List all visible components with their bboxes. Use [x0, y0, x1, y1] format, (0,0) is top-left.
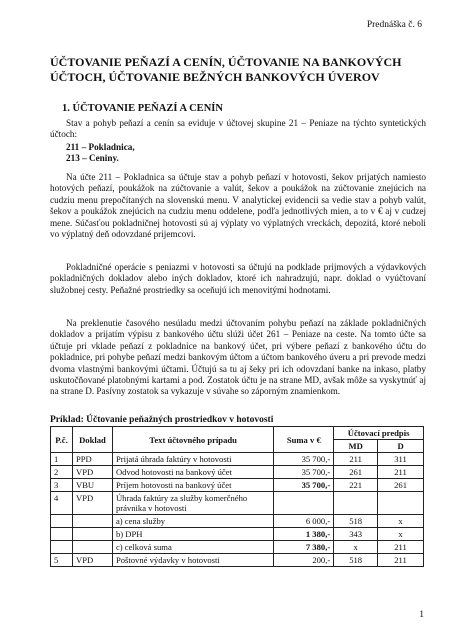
paragraph-4: Na preklenutie časového nesúladu medzi účtovaním pohybu peňazí na základe pokladničných dokladov a prijatím výpisu z bankového účtu slúži účet 261 – Peniaze na ceste. Na tomto účte sa účtuje pri vklade peňazí z pokladnice na bankový účet, pri výbere peňazí z bankového účtu do pokladnice, pri pohybe peňazí medzi bankovým účtom a účtom bankového úveru a pri prevode medzi dvoma vlastnými bankovými účtami. Účtujú sa tu aj šeky pri ich odovzdaní banke na inkaso, platby uskutočňované platobnými kartami a pod. Zostatok účtu je na strane MD, avšak môže sa vyskytnúť aj na strane D. Pasívny zostatok sa vykazuje v súvahe so záporným znamienkom. [50, 318, 426, 397]
cell-sum: 35 700,- [274, 466, 334, 479]
header-pc: P.č. [51, 427, 73, 453]
header-md: MD [334, 440, 378, 453]
cell-d: 211 [378, 541, 424, 554]
cell-text: Poštovné výdavky v hotovosti [112, 554, 273, 567]
page-header: Prednáška č. 6 [366, 20, 422, 30]
paragraph-1: Stav a pohyb peňazí a cenín sa eviduje v účtovej skupine 21 – Peniaze na týchto syntetických účtoch: [50, 118, 426, 140]
table-row [51, 515, 424, 528]
cell-pc: 4 [51, 492, 73, 515]
cell-pc: 2 [51, 466, 73, 479]
cell-pc: 5 [51, 554, 73, 567]
cell-sum: 35 700,- [274, 479, 334, 492]
cell-d [378, 492, 424, 515]
account-211: 211 – Pokladnica, [66, 142, 135, 152]
account-213: 213 – Ceniny. [66, 153, 119, 164]
paragraph-3: Pokladničné operácie s peniazmi v hotovosti sa účtujú na podklade prijmových a výdavkových pokladničných dokladov alebo iných dokladov, ktoré ich nahradzujú, napr. doklad o vyúčtovaní služobnej cesty. Peňažné prostriedky sa oceňujú ich menovitými hodnotami. [50, 262, 426, 295]
cell-text: c) celková suma [112, 541, 273, 554]
header-sum: Suma v € [274, 427, 334, 453]
cell-doc: PPD [72, 453, 112, 466]
accounting-table [50, 426, 424, 567]
cell-md [334, 492, 378, 515]
cell-sum: 1 380,- [274, 528, 334, 541]
cell-text: b) DPH [112, 528, 273, 541]
cell-text: Odvod hotovosti na bankový účet [112, 466, 273, 479]
cell-md: 221 [334, 479, 378, 492]
cell-doc [72, 528, 112, 541]
header-predpis: Účtovací predpis [334, 427, 424, 440]
cell-text: a) cena služby [112, 515, 273, 528]
account-list [66, 142, 135, 165]
cell-sum: 200,- [274, 554, 334, 567]
page-number: 1 [419, 610, 424, 620]
paragraph-2: Na účte 211 – Pokladnica sa účtuje stav a pohyb peňazí v hotovosti, šekov prijatých namiesto hotových peňazí, poukážok na zúčtovanie a valút, šekov a poukážok na zúčtovanie znejúcich na cudziu menu prepočítaných na slovenskú menu. V analytickej evidencii sa vedie stav a pohyb valút, šekov a poukážok znejúcich na cudziu menu oddelene, podľa jednotlivých mien, a to v € aj v cudzej mene. Súčasťou pokladničnej hotovosti sú aj výplaty vo výplatných vreckách, depozitá, ktoré neboli vo výplatný deň odovzdané prijemcovi. [50, 172, 426, 240]
cell-sum: 6 000,- [274, 515, 334, 528]
cell-text: Úhrada faktúry za služby komerčného právnika v hotovosti [112, 492, 273, 515]
table-row [51, 554, 424, 567]
cell-md: x [334, 541, 378, 554]
cell-md: 261 [334, 466, 378, 479]
document-title: ÚČTOVANIE PEŇAZÍ A CENÍN, ÚČTOVANIE NA BANKOVÝCH ÚČTOCH, ÚČTOVANIE BEŽNÝCH BANKOVÝCH ÚVEROV [50, 55, 402, 84]
header-d: D [378, 440, 424, 453]
cell-md: 343 [334, 528, 378, 541]
example-title: Príklad: Účtovanie peňažných prostriedkov v hotovosti [50, 415, 274, 425]
table-row [51, 466, 424, 479]
cell-md: 211 [334, 453, 378, 466]
header-doc: Doklad [72, 427, 112, 453]
cell-d: x [378, 528, 424, 541]
cell-text: Prijatá úhrada faktúry v hotovosti [112, 453, 273, 466]
cell-doc: VPD [72, 492, 112, 515]
cell-sum: 35 700,- [274, 453, 334, 466]
table-row [51, 541, 424, 554]
table-row [51, 453, 424, 466]
cell-sum [274, 492, 334, 515]
cell-pc [51, 515, 73, 528]
cell-pc [51, 528, 73, 541]
cell-doc [72, 515, 112, 528]
header-text: Text účtovného prípadu [112, 427, 273, 453]
cell-doc [72, 541, 112, 554]
cell-sum: 7 380,- [274, 541, 334, 554]
cell-pc [51, 541, 73, 554]
cell-doc: VPD [72, 466, 112, 479]
cell-d: x [378, 515, 424, 528]
cell-pc: 1 [51, 453, 73, 466]
cell-md: 518 [334, 554, 378, 567]
cell-d: 261 [378, 479, 424, 492]
cell-doc: VPD [72, 554, 112, 567]
cell-pc: 3 [51, 479, 73, 492]
cell-doc: VBU [72, 479, 112, 492]
cell-text: Príjem hotovosti na bankový účet [112, 479, 273, 492]
table-row [51, 492, 424, 515]
cell-md: 518 [334, 515, 378, 528]
table-row [51, 479, 424, 492]
cell-d: 311 [378, 453, 424, 466]
section-title: 1. ÚČTOVANIE PEŇAZÍ A CENÍN [62, 103, 223, 114]
table-row [51, 528, 424, 541]
cell-d: 211 [378, 554, 424, 567]
cell-d: 211 [378, 466, 424, 479]
